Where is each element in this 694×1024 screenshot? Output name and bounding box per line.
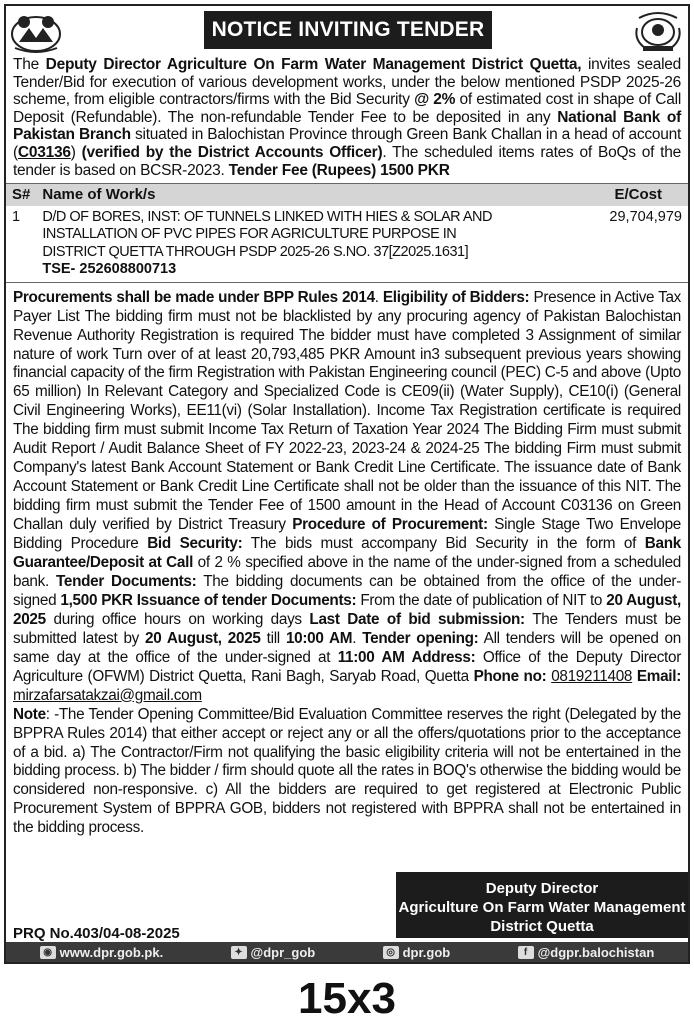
- table-row: [6, 206, 688, 283]
- prq-number: PRQ No.403/04-08-2025: [13, 925, 180, 942]
- work-name-line: D/D OF BORES, INST: OF TUNNELS LINKED WITH HIES & SOLAR AND: [42, 208, 492, 225]
- email-address: mirzafarsatakzai@gmail.com: [13, 686, 202, 704]
- government-seal-icon: [631, 8, 685, 54]
- social-bar: [6, 942, 688, 962]
- phone-number: 0819211408: [551, 667, 633, 685]
- notice-header: [6, 6, 688, 56]
- social-item-website[interactable]: ◉ www.dpr.gob.pk.: [40, 945, 164, 960]
- facebook-icon: f: [518, 946, 534, 959]
- social-item-instagram[interactable]: ◎ dpr.gob: [383, 945, 451, 960]
- social-item-twitter[interactable]: ✦ @dpr_gob: [231, 945, 316, 960]
- col-header-cost: E/Cost: [568, 184, 688, 206]
- ad-size-label: 15x3: [298, 974, 396, 1023]
- work-name-line: INSTALLATION OF PVC PIPES FOR AGRICULTURE PURPOSE IN: [42, 226, 457, 243]
- globe-icon: ◉: [40, 946, 56, 959]
- row-work-name: [36, 206, 568, 283]
- works-table: [6, 183, 688, 283]
- row-sn: 1: [12, 208, 21, 225]
- signature-block: [396, 872, 688, 938]
- social-item-facebook[interactable]: f @dgpr.balochistan: [518, 945, 655, 960]
- tse-number: TSE- 252608800713: [42, 261, 177, 278]
- notice-title: NOTICE INVITING TENDER: [204, 11, 492, 49]
- eligibility-paragraph: Procurements shall be made under BPP Rules 2014. Eligibility of Bidders: Presence in Active Tax Payer List The bidding firm must not be blacklisted by any procuring agency of Pakistan Balochistan Revenue Authority Registration is required The bidder must have completed 3 Assignment of similar nature of work Turn over of at least 20,793,485 PKR Amount in3 subsequent previous years showing financial capacity of the firm Registration with Pakistan Engineering council (PEC) C-5 and above (Upto 65 million) In Relevant Category and Specialized Code is CE09(ii) (Water Supply), CE10(i) (General Civil Engineering Works), EE11(vi) (Solar Installation). Income Tax Registration certificate is required The bidding firm must submit Income Tax Return of Taxation Year 2024 The Bidding Firm must submit Audit Report / Audit Balance Sheet of FY 2022-23, 2023-24 & 2024-25 The bidding Firm must submit Company's latest Bank Account Statement or Bank Credit Line Certificate. The issuance date of Bank Account Statement or Bank Credit Line Certificate shall not be older than the issuance of this NIT. The bidding firm must submit the Tender Fee of 1500 amount in the Head of Account C03136 on Green Challan duly verified by District Treasury Procedure of Procurement: Single Stage Two Envelope Bidding Procedure Bid Security: The bids must accompany Bid Security in the form of Bank Guarantee/Deposit at Call of 2 % specified above in the name of the under-signed from a scheduled bank. Tender Documents: The bidding documents can be obtained from the office of the under-signed 1,500 PKR Issuance of tender Documents: From the date of publication of NIT to 20 August, 2025 during office hours on working days Last Date of bid submission: The Tenders must be submitted latest by 20 August, 2025 till 10:00 AM. Tender opening: All tenders will be opened on same day at the office of the under-signed at 11:00 AM Address: Office of the Deputy Director Agriculture (OFWM) District Quetta, Rani Bagh, Saryab Road, Quetta Phone no: 0819211408 Email: mirzafarsatakzai@gmail.com Note: -The Tender Opening Committee/Bid Evaluation Committee reserves the right (Delegated by the BPPRA Rules 2014) that either accept or reject any or all the offers/quotations prior to the acceptance of a bid. a) The Contractor/Firm not qualifying the basic eligibility criteria will not be entertained in the bidding process. b) The bidder / firm should quote all the rates in BOQ's otherwise the bidding would be considered non-responsive. c) All the bidders are required to get registered at Electronic Public Procurement System of BPPRA GOB, bidders not registered with BPPRA shall not be entertained in the bidding process.: [13, 288, 682, 837]
- instagram-icon: ◎: [383, 946, 399, 959]
- table-header-row: [6, 184, 688, 206]
- row-cost: 29,704,979: [609, 208, 682, 225]
- balochistan-emblem-icon: [9, 8, 63, 54]
- twitter-icon: ✦: [231, 946, 247, 959]
- col-header-name: Name of Work/s: [36, 184, 568, 206]
- signature-district: District Quetta: [490, 918, 594, 935]
- signature-department: Agriculture On Farm Water Management: [398, 899, 686, 916]
- col-header-sn: S#: [6, 184, 36, 206]
- notice-footer: [6, 872, 688, 942]
- signature-title: Deputy Director: [485, 880, 599, 897]
- tender-notice: [4, 4, 690, 964]
- intro-paragraph: The Deputy Director Agriculture On Farm Water Management District Quetta, invites sealed Tender/Bid for execution of various development works, under the below mentioned PSDP 2025-26 scheme, from eligible contractors/firms with the Bid Security @ 2% of estimated cost in shape of Call Deposit (Refundable). The non-refundable Tender Fee to be deposited in any National Bank of Pakistan Branch situated in Balochistan Province through Green Bank Challan in a head of account (C03136) (verified by the District Accounts Officer). The scheduled items rates of BoQs of the tender is based on BCSR-2023. Tender Fee (Rupees) 1500 PKR: [13, 56, 682, 179]
- work-name-line: DISTRICT QUETTA THROUGH PSDP 2025-26 S.NO. 37[Z2025.1631]: [42, 243, 469, 260]
